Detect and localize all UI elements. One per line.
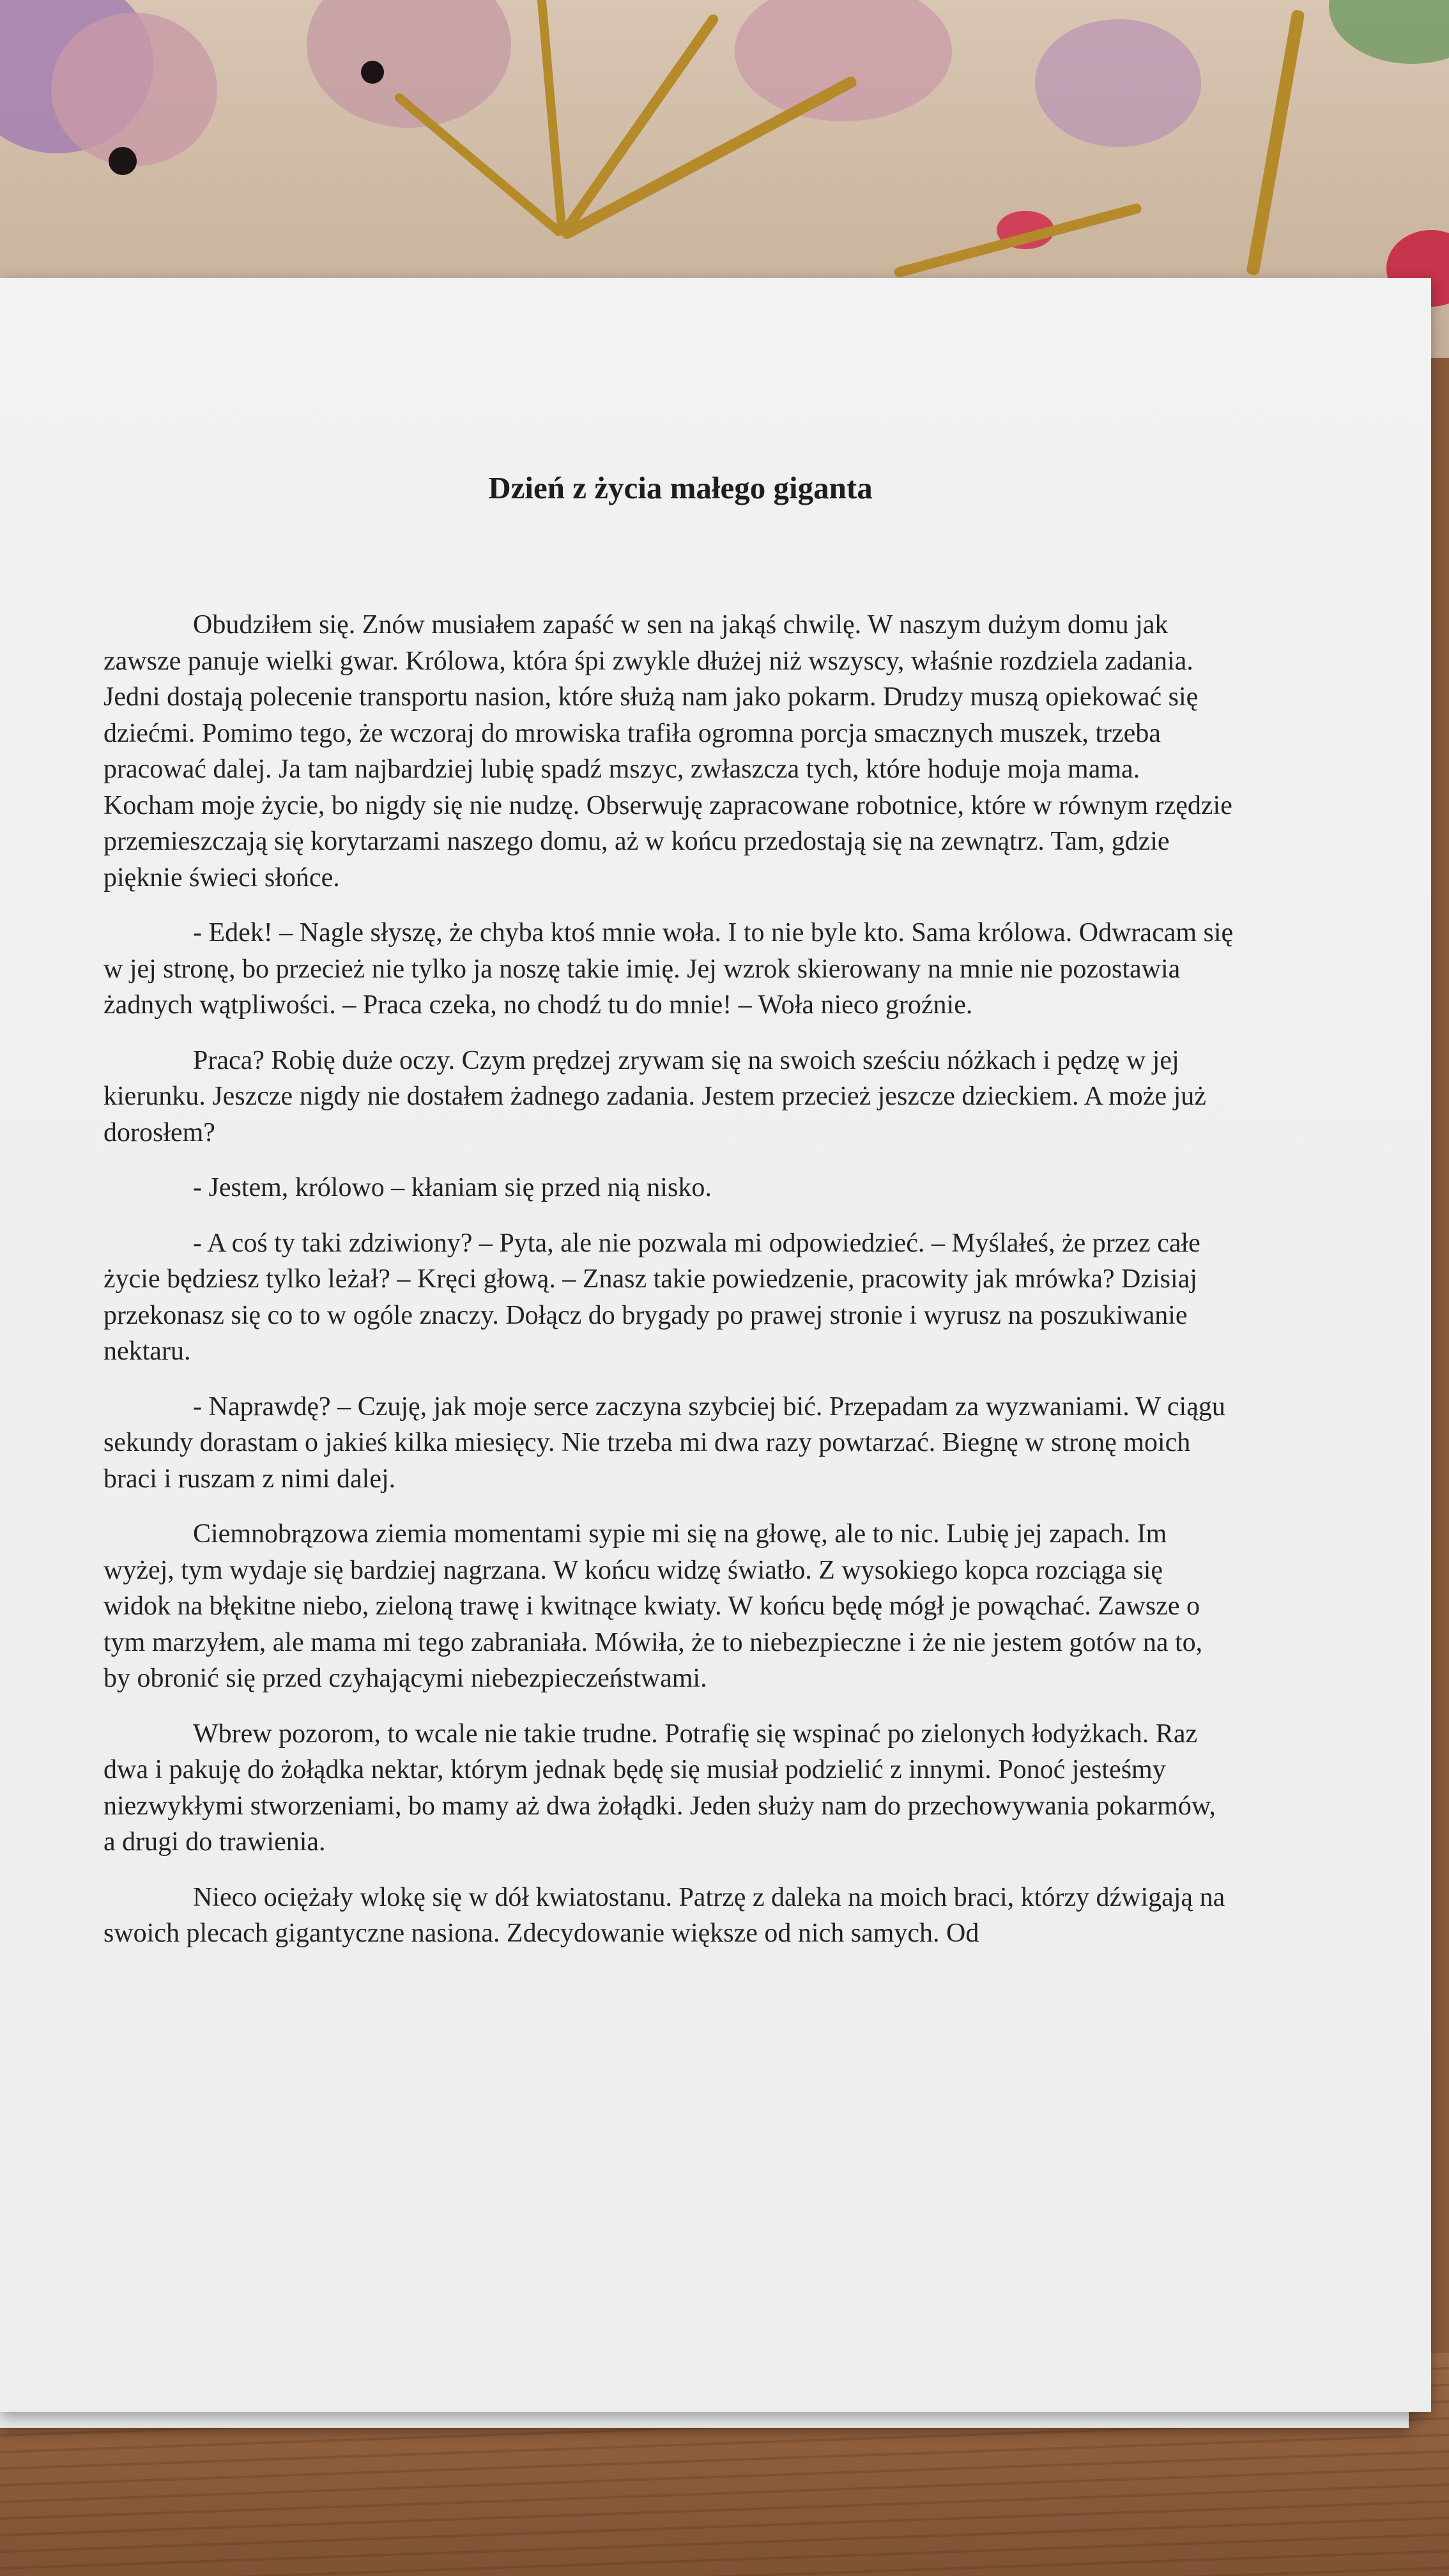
flower-pink-right xyxy=(735,0,952,121)
flower-dot-2 xyxy=(361,61,384,84)
paragraph-2: - Edek! – Nagle słyszę, że chyba ktoś mnie woła. I to nie byle kto. Sama królowa. Odwracam się w jej stronę, bo przecież nie tylko ja noszę takie imię. Jej wzrok skierowany na mnie nie pozostawia żadnych wątpliwości. – Praca czeka, no chodź tu do mnie! – Woła nieco groźnie. xyxy=(103,918,1234,1020)
paragraph-4: - Jestem, królowo – kłaniam się przed nią nisko. xyxy=(193,1173,712,1202)
stem-2 xyxy=(558,12,720,238)
flower-dot-1 xyxy=(109,147,137,175)
paragraph-6: - Naprawdę? – Czuję, jak moje serce zaczyna szybciej bić. Przepadam za wyzwaniami. W ciągu sekundy dorastam o jakieś kilka miesięcy. Nie trzeba mi dwa razy powtarzać. Biegnę w stronę moich braci i ruszam z nimi dalej. xyxy=(103,1392,1225,1494)
flower-purple-right xyxy=(1035,19,1201,147)
paragraph-8: Wbrew pozorom, to wcale nie takie trudne. Potrafię się wspinać po zielonych łodyżkach. Raz dwa i pakuję do żołądka nektar, którym jednak będę się musiał podzielić z innymi. Ponoć jesteśmy niezwykłymi stworzeniami, bo mamy aż dwa żołądki. Jeden służy nam do przechowywania pokarmów, a drugi do trawienia. xyxy=(103,1719,1216,1857)
document-title: Dzień z życia małego giganta xyxy=(488,470,873,505)
paragraph-3: Praca? Robię duże oczy. Czym prędzej zrywam się na swoich sześciu nóżkach i pędzę w jej kierunku. Jeszcze nigdy nie dostałem żadnego zadania. Jestem przecież jeszcze dzieckiem. A może już dorosłem? xyxy=(103,1045,1206,1147)
stem-6 xyxy=(1246,10,1305,276)
stem-1 xyxy=(560,75,859,241)
stem-3 xyxy=(537,0,567,235)
paragraph-9: Nieco ociężały wlokę się w dół kwiatostanu. Patrzę z daleka na moich braci, którzy dźwigają na swoich plecach gigantyczne nasiona. Zdecydowanie większe od nich samych. Od xyxy=(103,1882,1225,1948)
flower-green-corner xyxy=(1329,0,1449,64)
document-body xyxy=(103,607,1234,1971)
paragraph-5: - A coś ty taki zdziwiony? – Pyta, ale nie pozwala mi odpowiedzieć. – Myślałeś, że przez całe życie będziesz tylko leżał? – Kręci głową. – Znasz takie powiedzenie, pracowity jak mrówka? Dzisiaj przekonasz się co to w ogóle znaczy. Dołącz do brygady po prawej stronie i wyrusz na poszukiwanie nektaru. xyxy=(103,1228,1200,1366)
paragraph-7: Ciemnobrązowa ziemia momentami sypie mi się na głowę, ale to nic. Lubię jej zapach. Im wyżej, tym wydaje się bardziej nagrzana. W końcu widzę światło. Z wysokiego kopca rozciąga się widok na błękitne niebo, zieloną trawę i kwitnące kwiaty. W końcu będę mógł je powąchać. Zawsze o tym marzyłem, ale mama mi tego zabraniała. Mówiła, że to niebezpieczne i że nie jestem gotów na to, by obronić się przed czyhającymi niebezpieczeństwami. xyxy=(103,1519,1203,1693)
paragraph-1: Obudziłem się. Znów musiałem zapaść w sen na jakąś chwilę. W naszym dużym domu jak zawsze panuje wielki gwar. Królowa, która śpi zwykle dłużej niż wszyscy, właśnie rozdziela zadania. Jedni dostają polecenie transportu nasion, które służą nam jako pokarm. Drudzy muszą opiekować się dziećmi. Pomimo tego, że wczoraj do mrowiska trafiła ogromna porcja smacznych muszek, trzeba pracować dalej. Ja tam najbardziej lubię spadź mszyc, zwłaszcza tych, które hoduje moja mama. Kocham moje życie, bo nigdy się nie nudzę. Obserwuję zapracowane robotnice, które w równym rzędzie przemieszczają się korytarzami naszego domu, aż w końcu przedostają się na zewnątrz. Tam, gdzie pięknie świeci słońce. xyxy=(103,610,1232,893)
stem-4 xyxy=(393,91,565,238)
flower-pink-left xyxy=(51,13,217,166)
